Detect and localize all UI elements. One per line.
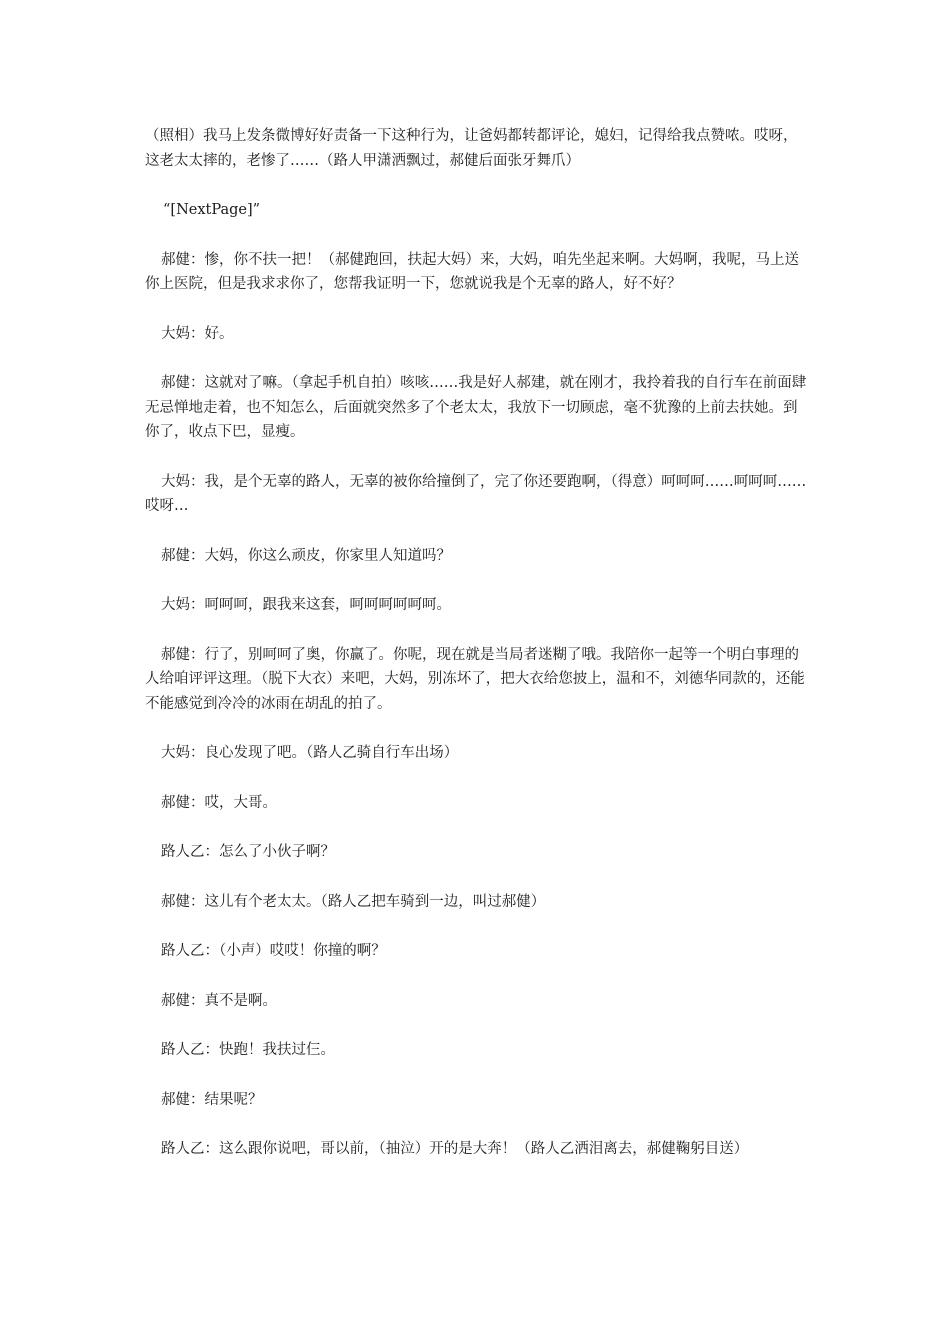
paragraph-12: 路人乙：怎么了小伙子啊？ [161,844,335,860]
paragraph-5: 郝健：这就对了嘛。（拿起手机自拍）咳咳……我是好人郝建，就在刚才，我拎着我的自行车在前面肆无忌惮地走着，也不知怎么，后面就突然多了个老太太，我放下一切顾虑，毫不犹豫的上前去扶她。到你了，收点下巴，显瘦。 [145,375,807,440]
paragraph-4: 大妈：好。 [161,325,234,342]
document-body [145,124,810,1187]
paragraph-14: 路人乙：（小声）哎哎！你撞的啊？ [161,943,386,959]
paragraph-16: 路人乙：快跑！我扶过仨。 [161,1042,335,1058]
paragraph-3: 郝健：惨，你不扶一把！（郝健跑回，扶起大妈）来，大妈，咱先坐起来啊。大妈啊，我呢，马上送你上医院，但是我求求你了，您帮我证明一下，您就说我是个无辜的路人，好不好？ [145,251,799,292]
paragraph-13: 郝健：这儿有个老太太。（路人乙把车骑到一边，叫过郝健） [161,893,546,910]
paragraph-18: 路人乙：这么跟你说吧，哥以前，（抽泣）开的是大奔！（路人乙洒泪离去，郝健鞠躬目送） [161,1141,749,1157]
paragraph-1: （照相）我马上发条微博好好责备一下这种行为，让爸妈都转都评论，媳妇，记得给我点赞哝。哎呀，这老太太摔的，老惨了……（路人甲潇洒飘过，郝健后面张牙舞爪） [145,128,798,169]
paragraph-8: 大妈：呵呵呵，跟我来这套，呵呵呵呵呵呵。 [161,597,451,613]
paragraph-9: 郝健：行了，别呵呵了奥，你赢了。你呢，现在就是当局者迷糊了哦。我陪你一起等一个明白事理的人给咱评评这理。（脱下大衣）来吧，大妈，别冻坏了，把大衣给您披上，温和不，刘德华同款的，还能不能感觉到冷冷的冰雨在胡乱的拍了。 [145,646,805,712]
paragraph-7: 郝健：大妈，你这么顽皮，你家里人知道吗？ [161,547,451,564]
page-break-marker: “[NextPage]” [163,202,261,218]
paragraph-17: 郝健：结果呢？ [161,1091,263,1108]
paragraph-10: 大妈：良心发现了吧。（路人乙骑自行车出场） [161,745,459,761]
paragraph-11: 郝健：哎，大哥。 [161,794,277,811]
paragraph-15: 郝健：真不是啊。 [161,992,277,1009]
paragraph-6: 大妈：我，是个无辜的路人，无辜的被你给撞倒了，完了你还要跑啊，（得意）呵呵呵……呵呵呵……哎呀… [145,473,807,514]
